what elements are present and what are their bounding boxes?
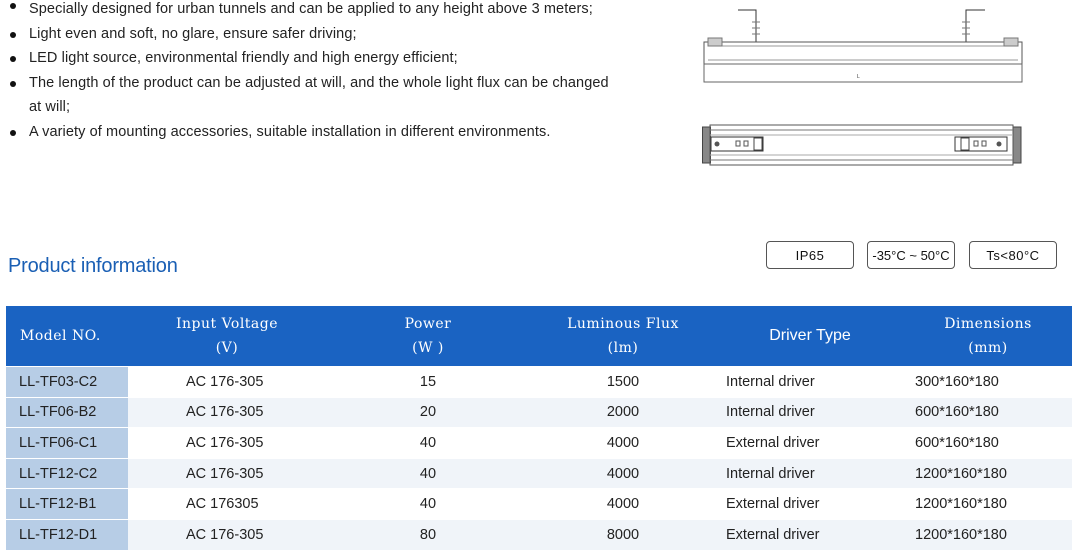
table-header-row	[6, 306, 1072, 367]
header-dimensions: Dimensions (mm)	[904, 306, 1072, 367]
feature-item	[10, 71, 610, 120]
cell-flux: 2000	[530, 397, 716, 428]
cell-dimensions: 600*160*180	[904, 428, 1072, 459]
header-power: Power (W )	[326, 306, 530, 367]
cell-voltage: AC 176-305	[128, 519, 326, 549]
feature-item	[10, 0, 610, 22]
cell-flux: 8000	[530, 519, 716, 549]
temperature-range-badge: -35°C ~ 50°C	[867, 241, 955, 269]
table-row	[6, 367, 1072, 398]
dimension-label: L	[857, 74, 860, 80]
table-row	[6, 519, 1072, 549]
cell-model: LL-TF06-B2	[6, 397, 128, 428]
cell-flux: 4000	[530, 489, 716, 520]
header-flux: Luminous Flux (lm)	[530, 306, 716, 367]
cell-voltage: AC 176-305	[128, 367, 326, 398]
bullet-icon	[10, 81, 16, 87]
bullet-icon	[10, 32, 16, 38]
header-model: Model NO.	[6, 306, 128, 367]
cell-power: 20	[326, 397, 530, 428]
feature-text: Specially designed for urban tunnels and can be applied to any height above 3 meters;	[29, 1, 593, 17]
cell-voltage: AC 176305	[128, 489, 326, 520]
cell-flux: 1500	[530, 367, 716, 398]
header-voltage: Input Voltage (V)	[128, 306, 326, 367]
bullet-icon	[10, 130, 16, 136]
feature-list	[10, 0, 610, 144]
cell-power: 80	[326, 519, 530, 549]
cell-driver: External driver	[716, 428, 904, 459]
feature-text: The length of the product can be adjusted at will, and the whole light flux can be changed at will;	[29, 74, 609, 115]
product-table	[6, 306, 1072, 550]
cell-driver: External driver	[716, 489, 904, 520]
cell-dimensions: 1200*160*180	[904, 458, 1072, 489]
bullet-icon	[10, 56, 16, 62]
cell-model: LL-TF12-D1	[6, 519, 128, 549]
cell-power: 40	[326, 458, 530, 489]
ip-rating-badge: IP65	[766, 241, 854, 269]
cell-dimensions: 1200*160*180	[904, 519, 1072, 549]
bullet-icon	[10, 3, 16, 9]
feature-text: A variety of mounting accessories, suitable installation in different environments.	[29, 123, 551, 140]
cell-voltage: AC 176-305	[128, 458, 326, 489]
table-row	[6, 428, 1072, 459]
cell-flux: 4000	[530, 428, 716, 459]
feature-item	[10, 46, 610, 71]
table-row	[6, 458, 1072, 489]
cell-model: LL-TF06-C1	[6, 428, 128, 459]
cell-power: 40	[326, 489, 530, 520]
table-row	[6, 397, 1072, 428]
feature-text: Light even and soft, no glare, ensure safer driving;	[29, 25, 357, 42]
cell-model: LL-TF03-C2	[6, 367, 128, 398]
cell-driver: Internal driver	[716, 458, 904, 489]
fixture-side-view-drawing	[700, 2, 1030, 84]
cell-dimensions: 300*160*180	[904, 367, 1072, 398]
feature-item	[10, 120, 610, 145]
cell-power: 40	[326, 428, 530, 459]
cell-dimensions: 600*160*180	[904, 397, 1072, 428]
cell-model: LL-TF12-B1	[6, 489, 128, 520]
cell-driver: Internal driver	[716, 367, 904, 398]
table-row	[6, 489, 1072, 520]
cell-model: LL-TF12-C2	[6, 458, 128, 489]
feature-text: LED light source, environmental friendly and high energy efficient;	[29, 50, 458, 66]
header-driver: Driver Type	[716, 306, 904, 367]
fixture-top-view-drawing	[702, 121, 1022, 169]
section-title: Product information	[8, 255, 178, 277]
cell-voltage: AC 176-305	[128, 397, 326, 428]
cell-driver: Internal driver	[716, 397, 904, 428]
feature-item	[10, 22, 610, 47]
cell-voltage: AC 176-305	[128, 428, 326, 459]
ts-temperature-badge: Ts<80°C	[969, 241, 1057, 269]
cell-driver: External driver	[716, 519, 904, 549]
cell-flux: 4000	[530, 458, 716, 489]
cell-power: 15	[326, 367, 530, 398]
cell-dimensions: 1200*160*180	[904, 489, 1072, 520]
